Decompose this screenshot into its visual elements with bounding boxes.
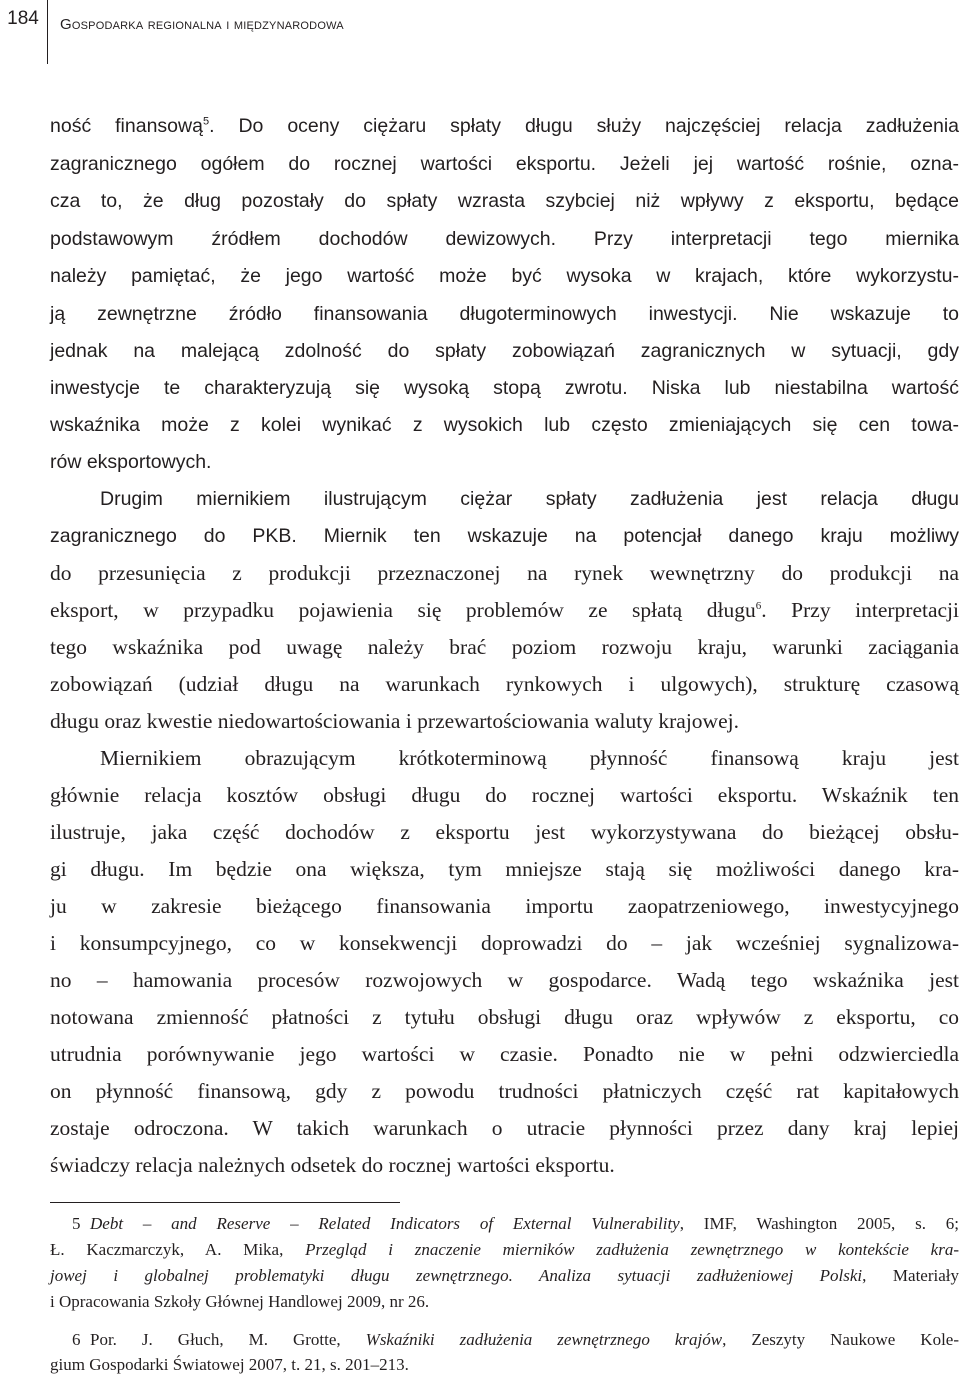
text-line: no – hamowania procesów rozwojowych w gospodarce. Wadą tego wskaźnika jest	[50, 968, 959, 992]
text-line: do przesunięcia z produkcji przeznaczonej na rynek wewnętrzny do produkcji na	[50, 561, 959, 585]
text-line: należy pamiętać, że jego wartość może być wysoka w krajach, które wykorzystu-	[50, 265, 959, 287]
footnote-ref-5[interactable]: 5	[202, 115, 210, 128]
footnote-number: 5	[72, 1214, 81, 1233]
text-line: eksport, w przypadku pojawienia się problemów ze spłatą długu$^6$. Przy interpretacji	[50, 598, 959, 622]
text-line: ju w zakresie bieżącego finansowania importu zaopatrzeniowego, inwestycyjnego	[50, 894, 959, 918]
footnote-number: 6	[72, 1330, 81, 1349]
footnote-ref-6[interactable]: 6	[755, 599, 762, 612]
text-line: jednak na malejącą zdolność do spłaty zobowiązań zagranicznych w sytuacji, gdy	[50, 340, 959, 362]
footnote-6-line: 6 Por. J. Głuch, M. Grotte, Wskaźniki zadłużenia zewnętrznego krajów, Zeszyty Naukowe Kole-	[50, 1328, 959, 1352]
text-line: zobowiązań (udział długu na warunkach rynkowych i ulgowych), strukturę czasową	[50, 672, 959, 696]
text-line: gi długu. Im będzie ona większa, tym mniejsze stają się możliwości danego kra-	[50, 857, 959, 881]
footnote-5-line: 5 Debt – and Reserve – Related Indicators of External Vulnerability, IMF, Washington 2005, s. 6;	[50, 1212, 959, 1236]
text-line: podstawowym źródłem dochodów dewizowych. Przy interpretacji tego miernika	[50, 228, 959, 250]
text-line: wskaźnika może z kolei wynikać z wysokich lub często zmieniających się cen towa-	[50, 414, 959, 436]
footnote-5-line: Ł. Kaczmarczyk, A. Mika, Przegląd i znaczenie mierników zadłużenia zewnętrznego w kontekście kra-	[50, 1240, 960, 1259]
text-line: utrudnia porównywanie jego wartości w czasie. Ponadto nie w pełni odzwierciedla	[50, 1042, 959, 1066]
text-line: notowana zmienność płatności z tytułu obsługi długu oraz wpływów z eksportu, co	[50, 1005, 959, 1029]
footnote-separator	[50, 1202, 400, 1203]
text-line: cza to, że dług pozostały do spłaty wzrasta szybciej niż wpływy z eksportu, będące	[50, 190, 959, 212]
text-line: zagranicznego do PKB. Miernik ten wskazuje na potencjał danego kraju możliwy	[50, 525, 959, 547]
text-line: Drugim miernikiem ilustrującym ciężar spłaty zadłużenia jest relacja długu	[100, 488, 959, 510]
text-line: inwestycje te charakteryzują się wysoką stopą zwrotu. Niska lub niestabilna wartość	[50, 377, 959, 399]
text-line: głównie relacja kosztów obsługi długu do rocznej wartości eksportu. Wskaźnik ten	[50, 783, 959, 807]
text-line: zagranicznego ogółem do rocznej wartości eksportu. Jeżeli jej wartość rośnie, ozna-	[50, 153, 959, 175]
footnote-5-line: i Opracowania Szkoły Głównej Handlowej 2009, nr 26.	[50, 1292, 430, 1311]
footnote-5-line: jowej i globalnej problematyki długu zewnętrznego. Analiza sytuacji zadłużeniowej Polski, Materiały	[50, 1266, 959, 1285]
text-line: tego wskaźnika pod uwagę należy brać poziom rozwoju kraju, warunki zaciągania	[50, 635, 959, 659]
page-header	[0, 0, 960, 66]
text-line: rów eksportowych.	[50, 451, 212, 473]
text-line: i konsumpcyjnego, co w konsekwencji doprowadzi do – jak wcześniej sygnalizowa-	[50, 931, 959, 955]
text-line: ilustruje, jaka część dochodów z eksportu jest wykorzystywana do bieżącej obsłu-	[50, 820, 959, 844]
running-title: Gospodarka regionalna i międzynarodowa	[60, 16, 344, 33]
header-divider	[47, 0, 48, 64]
text-line: ność finansową$^5$. Do oceny ciężaru spłaty długu służy najczęściej relacja zadłużenia	[50, 115, 959, 137]
text-line: on płynność finansową, gdy z powodu trudności płatniczych część rat kapitałowych	[50, 1079, 959, 1103]
footnote-6-line: gium Gospodarki Światowej 2007, t. 21, s. 201–213.	[50, 1355, 409, 1374]
text-line: długu oraz kwestie niedowartościowania i przewartościowania waluty krajowej.	[50, 709, 739, 733]
text-line: zostaje odroczona. W takich warunkach o utracie płynności przez dany kraj lepiej	[50, 1116, 959, 1140]
text-line: ją zewnętrzne źródło finansowania długoterminowych inwestycji. Nie wskazuje to	[50, 303, 959, 325]
page-number: 184	[7, 8, 39, 29]
text-line: Miernikiem obrazującym krótkoterminową płynność finansową kraju jest	[100, 746, 959, 770]
text-line: świadczy relacja należnych odsetek do rocznej wartości eksportu.	[50, 1153, 615, 1177]
